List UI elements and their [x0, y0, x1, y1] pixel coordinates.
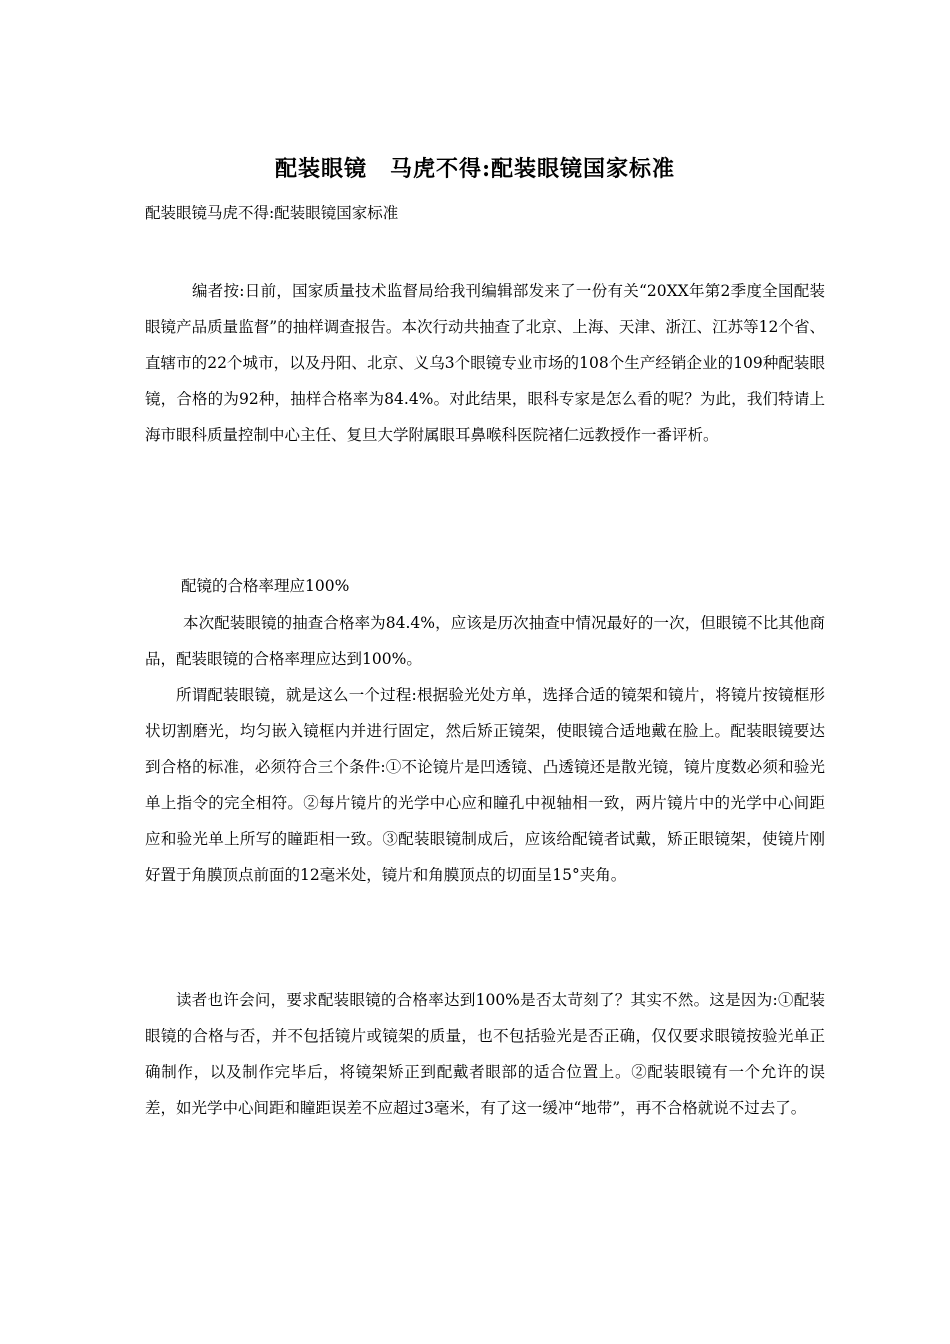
document-title: 配装眼镜 马虎不得:配装眼镜国家标准: [274, 156, 676, 182]
document-subtitle: 配装眼镜马虎不得:配装眼镜国家标准: [145, 204, 399, 222]
body-paragraph: 所谓配装眼镜，就是这么一个过程:根据验光处方单，选择合适的镜架和镜片，将镜片按镜框形状切割磨光，均匀嵌入镜框内并进行固定，然后矫正镜架，使眼镜合适地戴在脸上。配装眼镜要达到合格的标准，必须符合三个条件:①不论镜片是凹透镜、凸透镜还是散光镜，镜片度数必须和验光单上指令的完全相符。②每片镜片的光学中心应和瞳孔中视轴相一致，两片镜片中的光学中心间距应和验光单上所写的瞳距相一致。③配装眼镜制成后，应该给配镜者试戴，矫正眼镜架，使镜片刚好置于角膜顶点前面的12毫米处，镜片和角膜顶点的切面呈15°夹角。: [145, 686, 825, 884]
editor-preface: 编者按:日前，国家质量技术监督局给我刊编辑部发来了一份有关“20XX年第2季度全国配装眼镜产品质量监督”的抽样调查报告。本次行动共抽查了北京、上海、天津、浙江、江苏等12个省、直辖市的22个城市，以及丹阳、北京、义乌3个眼镜专业市场的108个生产经销企业的109种配装眼镜，合格的为92种，抽样合格率为84.4%。对此结果，眼科专家是怎么看的呢？为此，我们特请上海市眼科质量控制中心主任、复旦大学附属眼耳鼻喉科医院褚仁远教授作一番评析。: [145, 282, 825, 444]
body-paragraph: 读者也许会问，要求配装眼镜的合格率达到100%是否太苛刻了？其实不然。这是因为:①配装眼镜的合格与否，并不包括镜片或镜架的质量，也不包括验光是否正确，仅仅要求眼镜按验光单正确制作，以及制作完毕后，将镜架矫正到配戴者眼部的适合位置上。②配装眼镜有一个允许的误差，如光学中心间距和瞳距误差不应超过3毫米，有了这一缓冲“地带”，再不合格就说不过去了。: [145, 991, 825, 1117]
section-heading: 配镜的合格率理应100%: [181, 577, 350, 595]
body-paragraph: 本次配装眼镜的抽查合格率为84.4%，应该是历次抽查中情况最好的一次，但眼镜不比其他商品，配装眼镜的合格率理应达到100%。: [145, 614, 825, 668]
